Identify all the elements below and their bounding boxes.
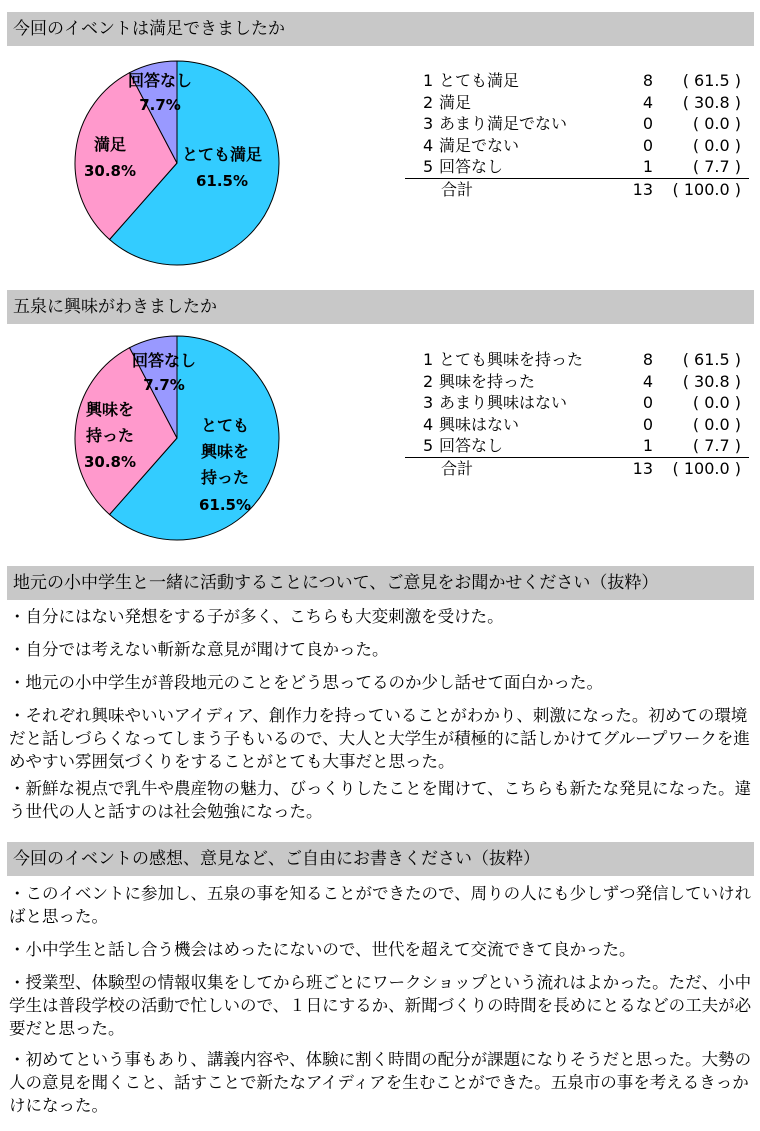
row-label: とても興味を持った: [439, 350, 584, 369]
table-row: [405, 113, 749, 135]
row-percent: ( 7.7 ): [692, 157, 741, 176]
row-count: 0: [642, 393, 653, 412]
comment-item: ・自分にはない発想をする子が多く、こちらも大変刺激を受けた。: [9, 607, 504, 626]
table-row: [405, 371, 749, 393]
table-total-row: [405, 457, 749, 480]
comments-local-students: [9, 605, 754, 823]
row-label: とても満足: [439, 71, 520, 90]
row-count: 4: [642, 371, 653, 391]
row-count: 1: [642, 157, 653, 176]
table-row: [405, 435, 749, 457]
row-percent: ( 61.5 ): [682, 71, 741, 90]
stats-table-satisfaction: [405, 70, 749, 200]
pie-chart-interest: [72, 333, 282, 543]
row-count: 8: [642, 350, 653, 369]
row-percent: ( 0.0 ): [692, 414, 741, 434]
total-percent: ( 100.0 ): [672, 179, 741, 199]
row-number: 3: [423, 393, 434, 412]
row-percent: ( 30.8 ): [682, 92, 741, 112]
pie-value-no-answer: 7.7%: [143, 376, 185, 394]
comment-item: ・それぞれ興味やいいアイディア、創作力を持っていることがわかり、刺激になった。初めての環境だと話しづらくなってしまう子もいるので、大人と大学生が積極的に話しかけてグループワークを進めやすい雰囲気づくりをすることがとても大事だと思った。: [9, 706, 750, 771]
row-percent: ( 0.0 ): [692, 114, 741, 133]
row-number: 4: [423, 414, 434, 434]
pie-label-interested: 興味を持った: [85, 400, 135, 445]
total-label: 合計: [441, 458, 474, 478]
row-number: 4: [423, 135, 434, 155]
comment-item: ・小中学生と話し合う機会はめったにないので、世代を超えて交流できて良かった。: [9, 940, 636, 959]
pie-label-no-answer: 回答なし: [131, 351, 197, 370]
row-number: 2: [423, 92, 434, 112]
row-label: 回答なし: [439, 157, 504, 176]
pie-label-very-interested: とても興味を持った: [200, 416, 250, 487]
comment-item: ・自分では考えない斬新な意見が聞けて良かった。: [9, 640, 389, 659]
pie-value-no-answer: 7.7%: [139, 96, 181, 114]
pie-label-no-answer: 回答なし: [127, 71, 193, 90]
total-label: 合計: [441, 179, 474, 199]
row-percent: ( 7.7 ): [692, 436, 741, 455]
row-count: 1: [642, 436, 653, 455]
total-count: 13: [632, 458, 653, 478]
row-label: あまり興味はない: [439, 393, 568, 412]
row-label: 満足でない: [439, 135, 520, 155]
section-header-impressions: 今回のイベントの感想、意見など、ご自由にお書きください（抜粋）: [7, 842, 754, 876]
pie-value-very-interested: 61.5%: [198, 496, 252, 514]
row-number: 5: [423, 436, 434, 455]
row-number: 5: [423, 157, 434, 176]
comments-impressions: [9, 882, 754, 1117]
section-header-satisfaction: 今回のイベントは満足できましたか: [7, 12, 754, 46]
pie-chart-satisfaction: [72, 58, 282, 268]
row-number: 1: [423, 71, 434, 90]
row-count: 0: [642, 135, 653, 155]
pie-label-satisfied: 満足: [93, 135, 127, 154]
section-header-interest: 五泉に興味がわきましたか: [7, 290, 754, 324]
pie-value-satisfied: 30.8%: [83, 162, 137, 180]
table-total-row: [405, 178, 749, 201]
table-row: [405, 349, 749, 371]
row-percent: ( 30.8 ): [682, 371, 741, 391]
row-count: 0: [642, 114, 653, 133]
section-header-local-students: 地元の小中学生と一緒に活動することについて、ご意見をお聞かせください（抜粋）: [7, 566, 754, 600]
row-label: 興味を持った: [439, 371, 536, 391]
row-number: 2: [423, 371, 434, 391]
row-count: 4: [642, 92, 653, 112]
table-row: [405, 414, 749, 436]
total-count: 13: [632, 179, 653, 199]
row-label: 興味はない: [439, 414, 520, 434]
comment-item: ・地元の小中学生が普段地元のことをどう思ってるのか少し話せて面白かった。: [9, 673, 603, 692]
table-row: [405, 92, 749, 114]
stats-table-interest: [405, 349, 749, 479]
row-count: 8: [642, 71, 653, 90]
row-number: 1: [423, 350, 434, 369]
table-row: [405, 156, 749, 178]
pie-value-interested: 30.8%: [83, 453, 137, 471]
table-row: [405, 70, 749, 92]
row-label: 回答なし: [439, 436, 504, 455]
row-percent: ( 0.0 ): [692, 135, 741, 155]
comment-item: ・授業型、体験型の情報収集をしてから班ごとにワークショップという流れはよかった。ただ、小中学生は普段学校の活動で忙しいので、１日にするか、新聞づくりの時間を長めにとるなどの工夫が必要だと思った。: [9, 973, 752, 1038]
row-label: 満足: [439, 92, 472, 112]
table-row: [405, 135, 749, 157]
row-count: 0: [642, 414, 653, 434]
row-number: 3: [423, 114, 434, 133]
total-percent: ( 100.0 ): [672, 458, 741, 478]
comment-item: ・新鮮な視点で乳牛や農産物の魅力、びっくりしたことを聞けて、こちらも新たな発見になった。違う世代の人と話すのは社会勉強になった。: [9, 779, 752, 821]
row-percent: ( 0.0 ): [692, 393, 741, 412]
comment-item: ・このイベントに参加し、五泉の事を知ることができたので、周りの人にも少しずつ発信していければと思った。: [9, 884, 752, 926]
comment-item: ・初めてという事もあり、講義内容や、体験に割く時間の配分が課題になりそうだと思った。大勢の人の意見を聞くこと、話すことで新たなアイディアを生むことができた。五泉市の事を考えるきっかけになった。: [9, 1050, 752, 1115]
table-row: [405, 392, 749, 414]
pie-label-very-satisfied: とても満足: [181, 145, 263, 164]
pie-value-very-satisfied: 61.5%: [195, 172, 249, 190]
row-percent: ( 61.5 ): [682, 350, 741, 369]
row-label: あまり満足でない: [439, 114, 568, 133]
